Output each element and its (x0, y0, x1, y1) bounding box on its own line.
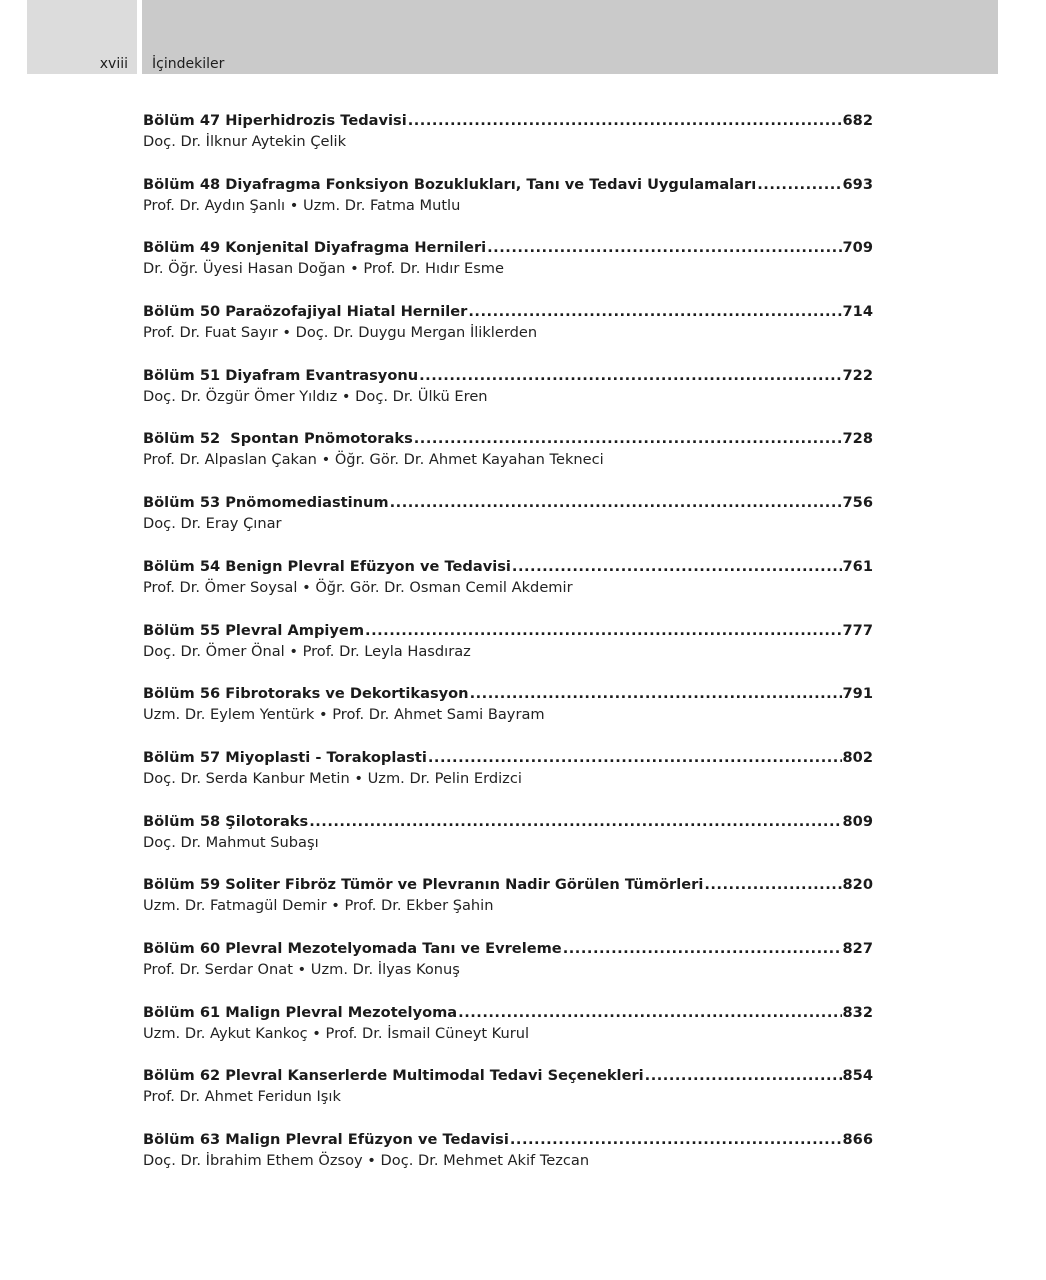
chapter-page: 866 (842, 1131, 873, 1148)
toc-entry-title-line (143, 620, 873, 641)
toc-entry-title-line (143, 110, 873, 131)
chapter-authors: Prof. Dr. Ömer Soysal • Öğr. Gör. Dr. Osman Cemil Akdemir (143, 578, 573, 596)
chapter-authors: Doç. Dr. Mahmut Subaşı (143, 833, 319, 851)
header-running-head-block (142, 0, 998, 74)
dot-leader (563, 938, 842, 959)
chapter-title: Bölüm 63 Malign Plevral Efüzyon ve Tedavisi (143, 1131, 509, 1148)
chapter-page: 722 (842, 366, 873, 384)
dot-leader (428, 747, 842, 768)
chapter-page: 728 (842, 430, 873, 448)
dot-leader (468, 301, 841, 322)
toc-entry (143, 683, 873, 747)
page-number: xviii (99, 56, 128, 72)
chapter-title: Bölüm 52 Spontan Pnömotoraks (143, 430, 413, 448)
chapter-page: 682 (842, 112, 873, 129)
chapter-page: 761 (842, 557, 873, 575)
toc-entry-title-line (143, 492, 873, 513)
chapter-title: Bölüm 54 Benign Plevral Efüzyon ve Tedavisi (143, 557, 511, 575)
toc-entry (143, 1129, 873, 1193)
chapter-page: 820 (842, 876, 873, 894)
toc-entry-title-line (143, 1065, 873, 1086)
toc-entry-title-line (143, 365, 873, 386)
dot-leader (408, 110, 842, 131)
chapter-authors: Prof. Dr. Fuat Sayır • Doç. Dr. Duygu Mergan İliklerden (143, 324, 538, 342)
dot-leader (645, 1065, 842, 1086)
toc-entry-title-line (143, 747, 873, 768)
chapter-authors: Prof. Dr. Ahmet Feridun Işık (143, 1088, 341, 1106)
chapter-authors: Doç. Dr. Ömer Önal • Prof. Dr. Leyla Hasdıraz (143, 642, 471, 660)
chapter-authors: Uzm. Dr. Eylem Yentürk • Prof. Dr. Ahmet Sami Bayram (143, 706, 545, 724)
toc-entry-title-line (143, 301, 873, 322)
chapter-authors: Prof. Dr. Alpaslan Çakan • Öğr. Gör. Dr. Ahmet Kayahan Tekneci (143, 451, 604, 469)
table-of-contents (143, 110, 873, 1193)
dot-leader (458, 1002, 841, 1023)
dot-leader (390, 492, 842, 513)
chapter-page: 854 (842, 1067, 873, 1085)
toc-entry (143, 1002, 873, 1066)
chapter-title: Bölüm 47 Hiperhidrozis Tedavisi (143, 112, 407, 129)
chapter-title: Bölüm 58 Şilotoraks (143, 812, 309, 830)
toc-entry-title-line (143, 428, 873, 449)
chapter-title: Bölüm 56 Fibrotoraks ve Dekortikasyon (143, 685, 469, 703)
toc-entry-title-line (143, 556, 873, 577)
toc-entry (143, 301, 873, 365)
chapter-authors: Prof. Dr. Aydın Şanlı • Uzm. Dr. Fatma Mutlu (143, 196, 461, 214)
toc-entry-title-line (143, 237, 873, 258)
chapter-title: Bölüm 57 Miyoplasti - Torakoplasti (143, 748, 427, 766)
running-head: İçindekiler (152, 56, 225, 72)
chapter-page: 809 (842, 812, 873, 830)
chapter-authors: Prof. Dr. Serdar Onat • Uzm. Dr. İlyas Konuş (143, 960, 460, 978)
toc-entry (143, 747, 873, 811)
chapter-title: Bölüm 62 Plevral Kanserlerde Multimodal Tedavi Seçenekleri (143, 1067, 644, 1085)
chapter-authors: Doç. Dr. Serda Kanbur Metin • Uzm. Dr. Pelin Erdizci (143, 769, 522, 787)
chapter-page: 832 (842, 1003, 873, 1021)
toc-entry (143, 938, 873, 1002)
chapter-page: 756 (842, 494, 873, 512)
chapter-title: Bölüm 48 Diyafragma Fonksiyon Bozuklukları, Tanı ve Tedavi Uygulamaları (143, 175, 757, 193)
chapter-authors: Dr. Öğr. Üyesi Hasan Doğan • Prof. Dr. Hıdır Esme (143, 260, 505, 278)
toc-entry (143, 556, 873, 620)
toc-entry-title-line (143, 683, 873, 704)
toc-entry (143, 174, 873, 238)
toc-entry (143, 237, 873, 301)
chapter-authors: Doç. Dr. Özgür Ömer Yıldız • Doç. Dr. Ülkü Eren (143, 387, 488, 405)
chapter-page: 709 (842, 239, 873, 257)
chapter-authors: Uzm. Dr. Aykut Kankoç • Prof. Dr. İsmail Cüneyt Kurul (143, 1024, 530, 1042)
chapter-title: Bölüm 53 Pnömomediastinum (143, 494, 389, 512)
dot-leader (512, 556, 842, 577)
dot-leader (419, 365, 841, 386)
toc-entry (143, 874, 873, 938)
chapter-title: Bölüm 50 Paraözofajiyal Hiatal Herniler (143, 303, 468, 321)
chapter-title: Bölüm 59 Soliter Fibröz Tümör ve Plevranın Nadir Görülen Tümörleri (143, 876, 704, 894)
chapter-title: Bölüm 60 Plevral Mezotelyomada Tanı ve Evreleme (143, 939, 562, 957)
toc-entry-title-line (143, 1002, 873, 1023)
toc-entry-title-line (143, 174, 873, 195)
toc-entry (143, 811, 873, 875)
chapter-title: Bölüm 55 Plevral Ampiyem (143, 621, 365, 639)
toc-entry (143, 428, 873, 492)
chapter-authors: Doç. Dr. İbrahim Ethem Özsoy • Doç. Dr. Mehmet Akif Tezcan (143, 1152, 590, 1169)
toc-entry (143, 620, 873, 684)
chapter-title: Bölüm 61 Malign Plevral Mezotelyoma (143, 1003, 458, 1021)
dot-leader (487, 237, 841, 258)
dot-leader (757, 174, 841, 195)
chapter-page: 791 (842, 685, 873, 703)
toc-entry-title-line (143, 874, 873, 895)
header-page-number-block (27, 0, 137, 74)
chapter-page: 802 (842, 748, 873, 766)
dot-leader (309, 811, 841, 832)
chapter-title: Bölüm 51 Diyafram Evantrasyonu (143, 366, 419, 384)
toc-entry-title-line (143, 1129, 873, 1150)
toc-entry (143, 365, 873, 429)
toc-entry (143, 492, 873, 556)
toc-entry-title-line (143, 811, 873, 832)
dot-leader (365, 620, 842, 641)
dot-leader (414, 428, 842, 449)
toc-entry (143, 110, 873, 174)
chapter-title: Bölüm 49 Konjenital Diyafragma Hernileri (143, 239, 487, 257)
dot-leader (510, 1129, 842, 1150)
chapter-authors: Uzm. Dr. Fatmagül Demir • Prof. Dr. Ekber Şahin (143, 897, 494, 915)
chapter-authors: Doç. Dr. İlknur Aytekin Çelik (143, 133, 347, 150)
chapter-page: 693 (842, 175, 873, 193)
chapter-page: 714 (842, 303, 873, 321)
dot-leader (470, 683, 842, 704)
chapter-page: 827 (842, 939, 873, 957)
chapter-authors: Doç. Dr. Eray Çınar (143, 515, 282, 533)
dot-leader (704, 874, 841, 895)
chapter-page: 777 (842, 621, 873, 639)
toc-entry (143, 1065, 873, 1129)
toc-entry-title-line (143, 938, 873, 959)
